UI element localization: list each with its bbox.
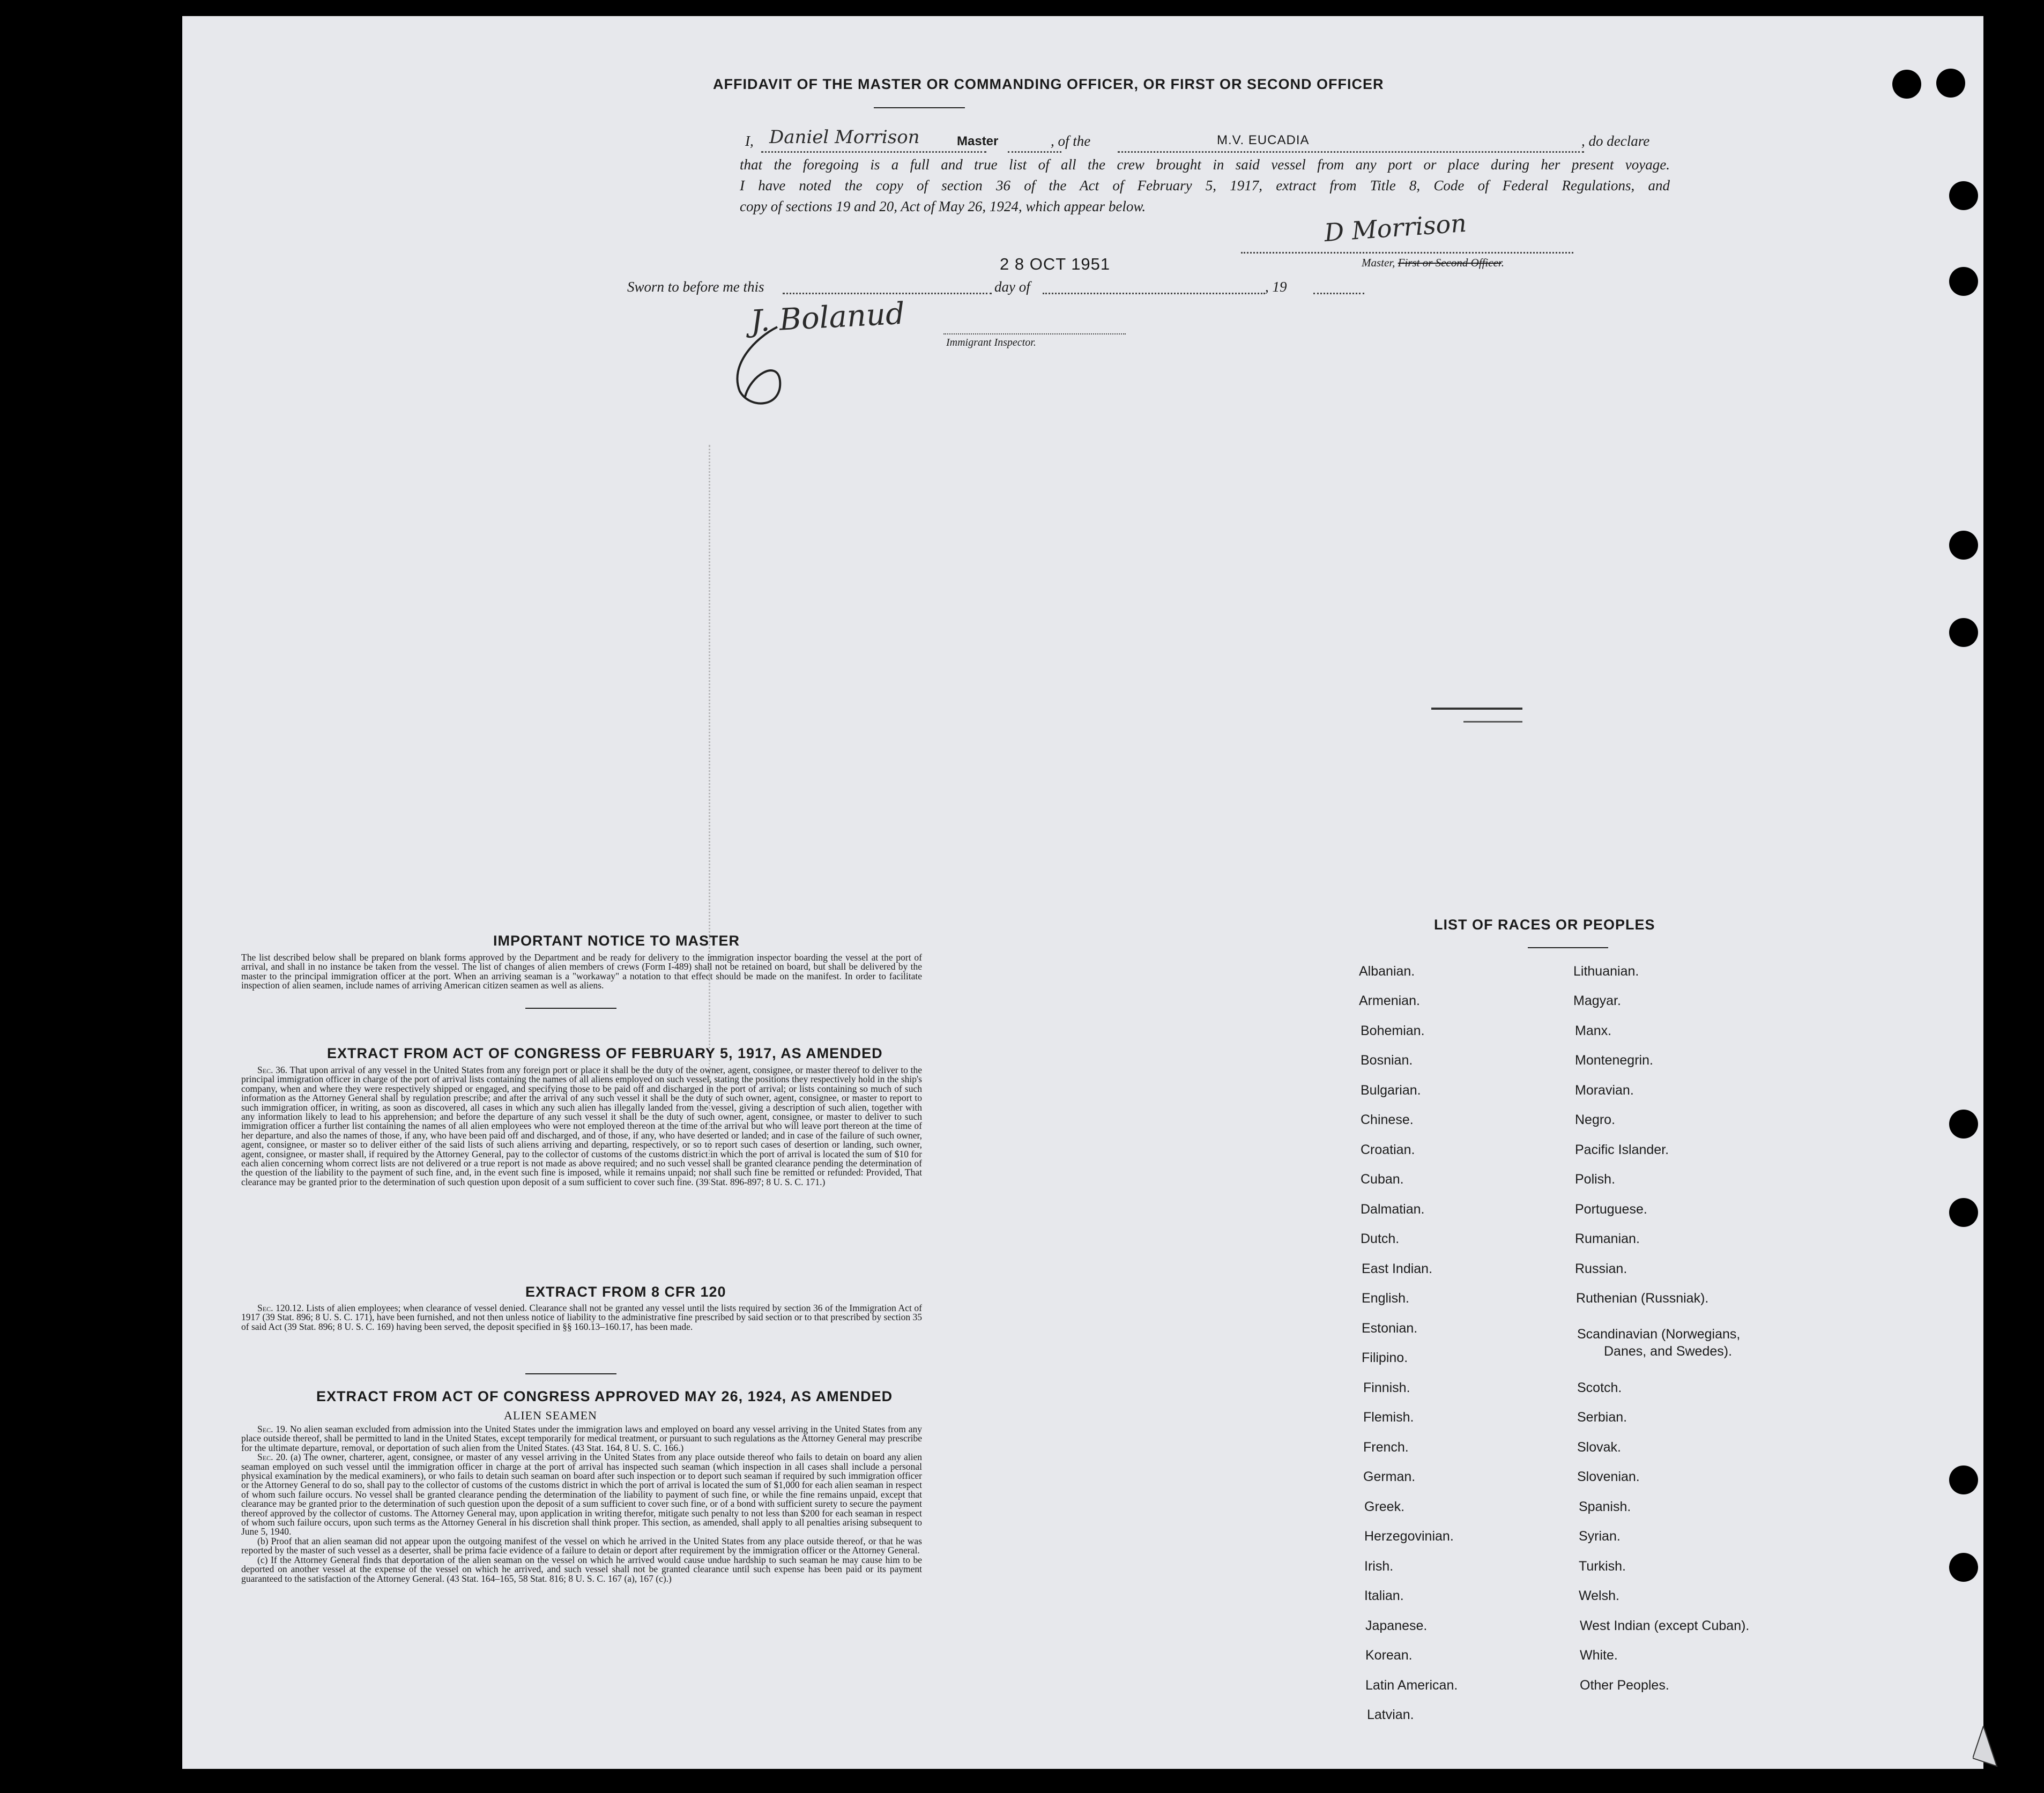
punch-hole (1949, 618, 1978, 647)
vessel-name: M.V. EUCADIA (1217, 133, 1310, 147)
extract-1924-text (241, 1425, 922, 1583)
race-item: Greek. (1364, 1499, 1405, 1514)
race-item: West Indian (except Cuban). (1580, 1618, 1750, 1633)
sec-20b-text: (b) Proof that an alien seaman did not appear upon the outgoing manifest of the vessel on which he arrived in the United States from any place outside thereof, or that he was reported by the master of such vessel as a deserter, shall be prima facie evidence of a failure to detain or deport after requirement by the immigration officer or the Attorney General. (241, 1535, 922, 1556)
sworn-label: Sworn to before me this (627, 279, 764, 295)
sec-36-text: That upon arrival of any vessel in the United States from any foreign port or place it shall be the duty of the owner, agent, consignee, or master thereof to deliver to the principal immigration officer in charge of the port of arrival lists containing the names of all aliens employed on such vessel, stating the positions they respectively hold in the ship's company, when and where they were respectively shipped or engaged, and specifying those to be paid off and discharged in the port of arrival; or lists containing so much of such information as the Attorney General shall by regulation prescribe; and after the arrival of any such vessel it shall be the duty of such owner, agent, consignee, or master to report to such immigration officer, in writing, as soon as discovered, all cases in which any such alien has illegally landed from the vessel, giving a description of such alien, together with any information likely to lead to his apprehension; and before the departure of any such vessel it shall be the duty of such owner, agent, consignee, or master to deliver to such immigration officer a further list containing the names of all alien employees who were not employed thereon at the time of the arrival but who will leave port thereon at the time of her departure, and also the names of those, if any, who have been paid off and discharged, and of those, if any, who have deserted or landed; and in case of the failure of such owner, agent, consignee, or master so to deliver either of the said lists of such aliens arriving and departing, respectively, or so to report such cases of desertion or landing, such owner, agent, consignee, or master shall, if required by the Attorney General, pay to the collector of customs of the customs district in which the port of arrival is located the sum of $10 for each alien concerning whom correct lists are not delivered or a true report is not made as above required; and no such vessel shall be granted clearance pending the determination of the question of the liability to the payment of such fine, and, in the event such fine is imposed, while it remains unpaid; nor shall such fine be remitted or refunded: Provided, That clearance may be granted prior to the determination of such question upon deposit of a sum sufficient to cover such fine. (39 Stat. 896-897; 8 U. S. C. 171.) (241, 1065, 922, 1187)
master-signature-line (1241, 252, 1573, 254)
inspector-label: Immigrant Inspector. (946, 337, 1036, 348)
alien-seamen-subtitle: ALIEN SEAMEN (504, 1409, 597, 1422)
stray-mark (1431, 708, 1522, 710)
race-item: Herzegovinian. (1364, 1529, 1454, 1544)
race-item: Italian. (1364, 1588, 1404, 1603)
race-item: White. (1580, 1648, 1618, 1663)
master-signature-caption (1362, 256, 1504, 270)
extract-1924-title: EXTRACT FROM ACT OF CONGRESS APPROVED MAY 26, 1924, AS AMENDED (316, 1388, 893, 1404)
master-signature: D Morrison (1323, 208, 1468, 248)
race-item: Cuban. (1361, 1172, 1404, 1187)
race-item: Slovenian. (1577, 1469, 1640, 1484)
race-item: Latvian. (1367, 1707, 1414, 1722)
master-name-field (761, 151, 986, 153)
race-item: German. (1363, 1469, 1416, 1484)
punch-hole (1936, 69, 1965, 98)
races-rule (1528, 947, 1608, 948)
race-item: Latin American. (1365, 1678, 1458, 1693)
sec-36-label: Sec. 36. (257, 1065, 288, 1075)
punch-hole (1949, 1198, 1978, 1227)
folded-corner (1973, 1726, 2016, 1769)
race-item: Scotch. (1577, 1380, 1622, 1395)
inspector-signature-flourish (718, 316, 799, 413)
race-item: Montenegrin. (1575, 1053, 1653, 1068)
race-item: Flemish. (1363, 1410, 1414, 1425)
race-item: Polish. (1575, 1172, 1616, 1187)
stray-mark (1463, 721, 1522, 723)
extract-8cfr-text (241, 1304, 922, 1331)
extract-8cfr-title: EXTRACT FROM 8 CFR 120 (525, 1284, 726, 1300)
punch-hole (1949, 267, 1978, 296)
race-item: Pacific Islander. (1575, 1142, 1669, 1157)
race-item: East Indian. (1362, 1261, 1433, 1276)
race-item: Chinese. (1361, 1112, 1414, 1127)
cfr-rule (525, 1373, 616, 1374)
race-item: Magyar. (1573, 993, 1621, 1008)
race-item: Ruthenian (Russniak). (1576, 1291, 1709, 1306)
race-item: Danes, and Swedes). (1604, 1344, 1733, 1359)
sec-120-text: Lists of alien employees; when clearance of vessel denied. Clearance shall not be granted any vessel until the lists required by section 36 of the Immigration Act of 1917 (39 Stat. 896; 8 U. S. C. 171), have been furnished, and not then unless notice of liability to the administrative fine prescribed by said section or to that prescribed by section 35 of said Act (39 Stat. 896; 8 U. S. C. 169) having been served, the deposit specified in §§ 160.13–160.17, has been made. (241, 1303, 923, 1332)
race-item: Bulgarian. (1361, 1083, 1421, 1098)
race-item: Manx. (1575, 1023, 1612, 1038)
affidavit-body (740, 154, 1670, 217)
race-item: Turkish. (1579, 1559, 1626, 1574)
affidavit-title: AFFIDAVIT OF THE MASTER OR COMMANDING OFFICER, OR FIRST OR SECOND OFFICER (713, 76, 1384, 92)
race-item: Spanish. (1579, 1499, 1631, 1514)
declare-label: , do declare (1581, 133, 1650, 149)
sworn-day-field (783, 293, 992, 294)
sec-20a-text: (a) The owner, charterer, agent, consignee, or master of any vessel arriving in the United States from any place outside thereof who fails to detain on board any alien seaman employed on such vessel until the immigration officer in charge at the port of arrival has inspected such seaman (which inspection in all cases shall include a personal physical examination by the medical examiners), or who fails to detain such seaman on board after such inspection or to deport such seaman if required by such immigration officer or the Attorney General to do so, shall pay to the collector of customs of the customs district in which the port of arrival is located the sum of $1,000 for each alien seaman in respect of whom such failure occurs. No vessel shall be granted clearance pending the determination of the liability to payment of such fine, or while the fine remains unpaid, except that clearance may be granted prior to the determination of such question upon the deposit of a sum sufficient to cover such fine, or of a bond with sufficient surety to secure the payment thereof approved by the collector of customs. The Attorney General may, upon application in writing therefor, mitigate such penalty to not less than $200 for each seaman in respect of whom such failure occurs, upon such terms as the Attorney General in his discretion shall think proper. This section, as amended, shall apply to all penalties arising subsequent to June 5, 1940. (241, 1452, 922, 1537)
sec-120-label: Sec. 120.12. (257, 1303, 304, 1313)
intro-label: I, (745, 133, 754, 149)
race-item: Armenian. (1359, 993, 1420, 1008)
race-item: Filipino. (1362, 1350, 1408, 1365)
race-item: Japanese. (1365, 1618, 1428, 1633)
sec-19-paragraph (241, 1425, 922, 1453)
year-label: , 19 (1265, 279, 1287, 295)
race-item: Slovak. (1577, 1440, 1621, 1455)
punch-hole (1949, 1553, 1978, 1582)
vessel-field (1118, 151, 1584, 153)
document-page (182, 16, 1983, 1769)
sworn-month-field (1043, 293, 1265, 294)
punch-hole (1949, 181, 1978, 210)
notice-text: The list described below shall be prepared on blank forms approved by the Department and be ready for delivery to the immigration inspector boarding the vessel at the port of arrival, and shall in no instance be taken from the vessel. The list of changes of alien members of crews (Form I-489) shall not be retained on board, but shall be delivered by the master to the principal immigration officer at the port. When an arriving seaman is a "workaway" a notation to that effect should be made on the manifest. In order to facilitate inspection of alien seamen, include names of arriving American citizen seamen as well as aliens. (241, 952, 922, 991)
sec-20a-paragraph (241, 1453, 922, 1537)
of-label: , of the (1051, 133, 1091, 149)
race-item: Dutch. (1361, 1231, 1400, 1246)
race-item: Dalmatian. (1361, 1202, 1425, 1217)
sec-19-text: No alien seaman excluded from admission into the United States under the immigration laws and employed on board any vessel arriving in the United States from any place outside thereof, shall be permitted to land in the United States, except temporarily for medical treatment, or pursuant to such regulations as the Attorney General may prescribe for the ultimate departure, removal, or deportation of such alien from the United States. (43 Stat. 164, 8 U. S. C. 166.) (241, 1424, 923, 1453)
caption-struck-officer: First or Second Officer (1398, 256, 1502, 269)
race-item: Negro. (1575, 1112, 1616, 1127)
punch-hole (1949, 531, 1978, 560)
race-item: Welsh. (1579, 1588, 1619, 1603)
race-item: Irish. (1364, 1559, 1394, 1574)
affidavit-body-line2: I have noted the copy of section 36 of the Act of February 5, 1917, extract from Title 8, Code of Federal Regulations, and (740, 177, 1670, 194)
master-name-handwriting: Daniel Morrison (769, 127, 920, 148)
punch-hole (1949, 1465, 1978, 1494)
races-title: LIST OF RACES OR PEOPLES (1434, 917, 1655, 933)
master-label: Master (957, 134, 999, 148)
inspector-signature: J. Bolanud (749, 296, 906, 339)
race-item: Syrian. (1579, 1529, 1621, 1544)
race-item: Other Peoples. (1580, 1678, 1669, 1693)
notice-title: IMPORTANT NOTICE TO MASTER (493, 933, 740, 949)
title-rule (874, 107, 965, 108)
inspector-signature-line (943, 333, 1126, 334)
race-item: Rumanian. (1575, 1231, 1640, 1246)
rank-field (1008, 151, 1061, 153)
sworn-year-field (1313, 293, 1364, 294)
race-item: Lithuanian. (1573, 964, 1639, 979)
race-item: Korean. (1365, 1648, 1413, 1663)
race-item: Finnish. (1363, 1380, 1410, 1395)
race-item: Albanian. (1359, 964, 1415, 979)
date-stamp: 2 8 OCT 1951 (1000, 255, 1111, 273)
race-item: Russian. (1575, 1261, 1627, 1276)
sec-19-label: Sec. 19. (257, 1424, 288, 1434)
race-item: French. (1363, 1440, 1409, 1455)
race-item: Portuguese. (1575, 1202, 1647, 1217)
affidavit-body-line1: that the foregoing is a full and true list of all the crew brought in said vessel from any port or place during her present voyage. (740, 157, 1670, 173)
race-item: Estonian. (1362, 1321, 1418, 1336)
caption-end: . (1501, 256, 1504, 269)
extract-1917-text (241, 1066, 922, 1187)
notice-rule (525, 1008, 616, 1009)
race-item: Scandinavian (Norwegians, (1577, 1327, 1741, 1342)
day-of-label: day of (994, 279, 1030, 295)
race-item: Croatian. (1361, 1142, 1415, 1157)
extract-1917-title: EXTRACT FROM ACT OF CONGRESS OF FEBRUARY 5, 1917, AS AMENDED (327, 1045, 883, 1061)
race-item: Serbian. (1577, 1410, 1627, 1425)
race-item: Moravian. (1575, 1083, 1634, 1098)
caption-master: Master, (1362, 256, 1395, 269)
punch-hole (1949, 1110, 1978, 1139)
sec-20c-text: (c) If the Attorney General finds that deportation of the alien seaman on the vessel on which he arrived would cause undue hardship to such seaman he may cause him to be deported on another vessel at the expense of the vessel on which he arrived, and such vessel shall not be granted clearance until such expense has been paid or its payment guaranteed to the satisfaction of the Attorney General. (43 Stat. 164–165, 58 Stat. 816; 8 U. S. C. 167 (a), 167 (c).) (241, 1554, 922, 1584)
sec-20-label: Sec. 20. (257, 1452, 288, 1463)
race-item: Bohemian. (1361, 1023, 1425, 1038)
punch-hole (1892, 70, 1921, 99)
race-item: English. (1362, 1291, 1409, 1306)
race-item: Bosnian. (1361, 1053, 1413, 1068)
affidavit-body-line3: copy of sections 19 and 20, Act of May 26, 1924, which appear below. (740, 198, 1146, 214)
